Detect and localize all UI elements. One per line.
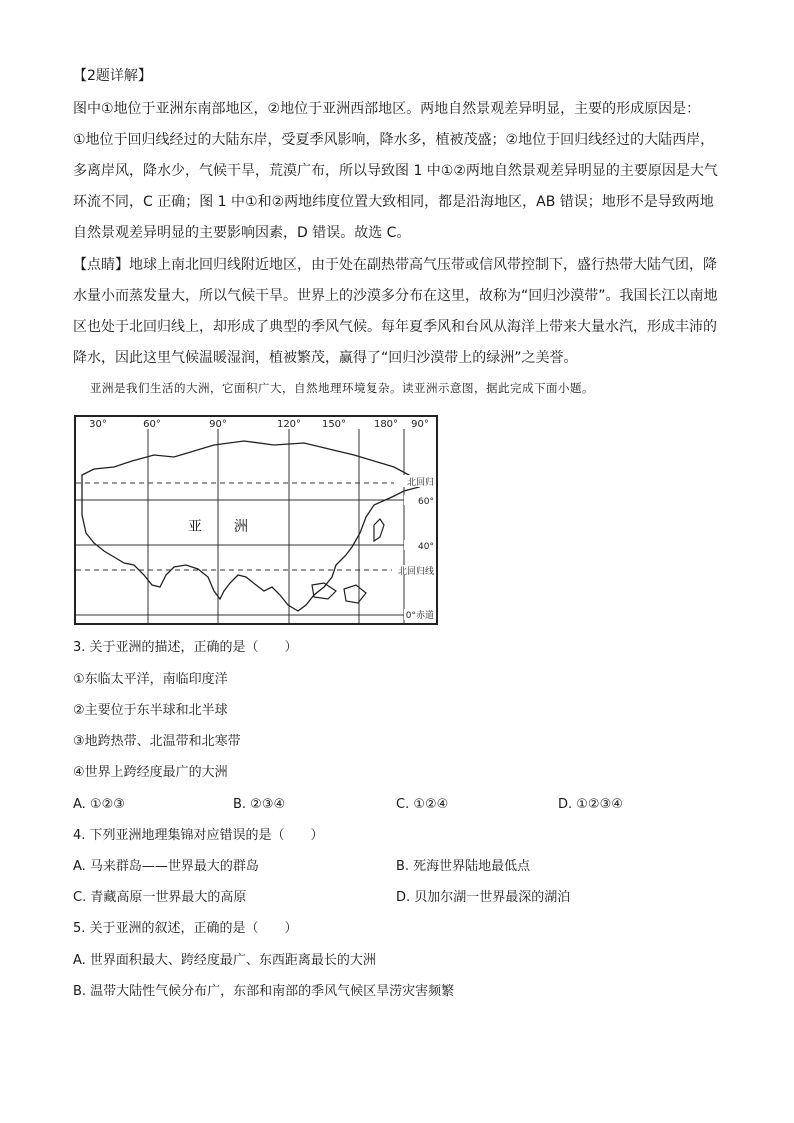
q3-item: ④世界上跨经度最广的大洲 [73,765,228,780]
lat-label: 0°赤道 [405,611,434,621]
comment-line: 【点睛】地球上南北回归线附近地区，由于处在副热带高气压带或信风带控制下，盛行热带大陆气团，降 [73,257,717,273]
q3-option-a[interactable]: A. ①②③ [73,797,125,812]
lon-label: 180° [373,419,399,430]
q3-option-b[interactable]: B. ②③④ [233,797,286,812]
lat-label: 40° [418,542,434,552]
q4-option-b[interactable]: B. 死海世界陆地最低点 [396,859,531,874]
q4-option-a[interactable]: A. 马来群岛——世界最大的群岛 [73,859,259,874]
q4-stem: 4. 下列亚洲地理集锦对应错误的是（ ） [73,828,324,843]
lon-label: 120° [276,419,302,430]
lon-label: 30° [89,419,107,430]
q3-item: ③地跨热带、北温带和北寒带 [73,734,241,749]
asia-label: 洲 [234,519,248,535]
q5-option-b[interactable]: B. 温带大陆性气候分布广，东部和南部的季风气候区旱涝灾害频繁 [73,984,455,999]
asia-map [74,415,438,625]
explain-line: 自然景观差异明显的主要影响因素，D 错误。故选 C。 [73,225,411,241]
lon-label: 90° [209,419,227,430]
lon-label: 60° [143,419,161,430]
asia-label: 亚 [188,519,202,535]
q5-option-a[interactable]: A. 世界面积最大、跨经度最广、东西距离最长的大洲 [73,953,376,968]
q3-stem: 3. 关于亚洲的描述，正确的是（ ） [73,640,298,655]
q4-option-d[interactable]: D. 贝加尔湖一世界最深的湖泊 [396,890,571,905]
q3-item: ①东临太平洋，南临印度洋 [73,672,228,687]
lon-label: 90° [411,419,429,430]
lon-label: 150° [321,419,347,430]
q3-option-c[interactable]: C. ①②④ [396,797,449,812]
q5-stem: 5. 关于亚洲的叙述，正确的是（ ） [73,921,298,936]
lat-label: 北回归 [406,478,434,488]
comment-line: 降水，因此这里气候温暖湿润，植被繁茂，赢得了“回归沙漠带上的绿洲”之美誉。 [73,350,578,366]
explain-line: 图中①地位于亚洲东南部地区，②地位于亚洲西部地区。两地自然景观差异明显，主要的形成原因是： [73,101,701,117]
lat-label: 北回归线 [397,567,434,577]
lat-label: 60° [418,497,434,507]
map-frame [75,416,437,624]
comment-line: 水量小而蒸发量大，所以气候干旱。世界上的沙漠多分布在这里，故称为“回归沙漠带”。我国长江以南地 [73,288,718,304]
explain-line: ①地位于回归线经过的大陆东岸，受夏季风影响，降水多，植被茂盛；②地位于回归线经过的大陆西岸， [73,132,715,148]
comment-line: 区也处于北回归线上，却形成了典型的季风气候。每年夏季风和台风从海洋上带来大量水汽，形成丰沛的 [73,319,717,335]
explain-heading: 【2题详解】 [73,68,152,84]
map-intro: 亚洲是我们生活的大洲，它面积广大，自然地理环境复杂。读亚洲示意图，据此完成下面小题。 [90,381,594,395]
q4-option-c[interactable]: C. 青藏高原一世界最大的高原 [73,890,247,905]
explain-line: 多离岸风，降水少，气候干旱，荒漠广布，所以导致图 1 中①②两地自然景观差异明显的主要原因是大气 [73,163,718,179]
q3-item: ②主要位于东半球和北半球 [73,703,228,718]
q3-option-d[interactable]: D. ①②③④ [558,797,623,812]
explain-line: 环流不同，C 正确；图 1 中①和②两地纬度位置大致相同，都是沿海地区，AB 错误；地形不是导致两地 [73,194,714,210]
